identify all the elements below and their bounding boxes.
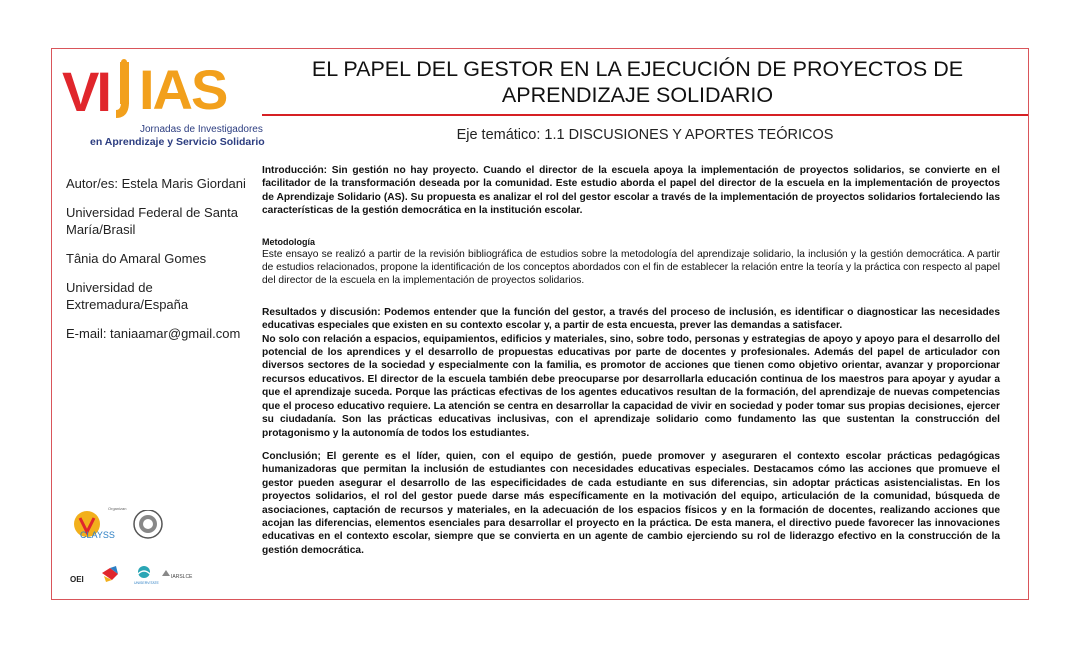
oei-logo: OEI (70, 575, 84, 584)
resultados-paragraph-1: Resultados y discusión: Podemos entender que la función del gestor, a través del proceso de inclusión, es identificar o diagnosticar las necesidades educativas especiales que existen en su contexto escolar y, a partir de esta encuesta, prever las demandas a satisfacer. (262, 306, 1000, 332)
uniservitate-logo (134, 566, 160, 585)
organizan-label: Organizan (108, 506, 127, 511)
intro-paragraph: Introducción: Sin gestión no hay proyecto. Cuando el director de la escuela apoya la implementación de proyectos solidarios, se convierte en el facilitador de la transformación deseada por la comunidad. Este estudio aborda el papel del director de la escuela en la implementación de proyectos de Aprendizaje Solidario (AS). Su propuesta es analizar el rol del gestor escolar a través de la implementación de proyectos solidarios fortaleciendo las características de la gestión democrática en la institución escolar. (262, 165, 1000, 217)
conclusion-paragraph: Conclusión; El gerente es el líder, quien, con el equipo de gestión, puede promover y aseguraren el contexto escolar prácticas pedagógicas humanizadoras que permitan la inclusión de estudiantes con necesidades educativas especiales. Destacamos cómo las acciones que promueve el gestor pueden asegurar el desarrollo de las especificidades de cada estudiante en sus diferencias, sin adoptar prácticas asistencialistas. En los proyectos solidarios, el rol del gestor puede darse más específicamente en la motivación del equipo, articulación de la comunidad, búsqueda de asociaciones, captación de recursos y materiales, en la adecuación de los espacios físicos y en la formación de docentes, realizando acciones que acojan las diferencias, elementos esenciales para desarrollar el proyecto en la práctica. De esta manera, el directivo puede favorecer las innovaciones educativas en el contexto escolar, siempre que se convierta en un agente de cambio ejerciendo su rol de liderazgo efectivo en la construcción de la gestión democrática. (262, 450, 1000, 556)
coauthor-name: Tânia do Amaral Gomes (66, 251, 207, 266)
clayss-logo (74, 511, 115, 540)
metodologia-paragraph: Este ensayo se realizó a partir de la revisión bibliográfica de estudios sobre la metodología del aprendizaje solidario, la inclusión y la gestión democrática. A partir de estudios relacionados, propone la identificación de los conceptos abordados con el fin de establecer la relación entre la teoría y la práctica con respecto al papel del director de la escuela en la implementación de proyectos solidarios. (262, 248, 1000, 287)
logo-subtitle-1: Jornadas de Investigadores (140, 124, 263, 135)
iarslce-text: IARSLCE (171, 574, 193, 580)
university-seal-icon (134, 510, 162, 538)
logo-vi-text: VI (62, 60, 109, 123)
poster-title: EL PAPEL DEL GESTOR EN LA EJECUCIÓN DE PROYECTOS DE APRENDIZAJE SOLIDARIO (311, 57, 964, 107)
thematic-axis: Eje temático: 1.1 DISCUSIONES Y APORTES TEÓRICOS (456, 127, 834, 143)
author-email: E-mail: taniaamar@gmail.com (66, 326, 241, 341)
title-divider (262, 114, 1028, 116)
logo-ias-text: IAS (139, 58, 227, 121)
logo-j-mark (116, 58, 132, 122)
iarslce-logo (162, 570, 193, 580)
metodologia-heading: Metodología (262, 236, 315, 247)
vijias-logo (62, 58, 265, 152)
uniservitate-text: UNISERVITATE (134, 581, 159, 585)
clayss-text: CLAYSS (80, 530, 115, 540)
author-university: Universidad Federal de Santa María/Brasil (66, 205, 238, 237)
author-name: Autor/es: Estela Maris Giordani (66, 176, 246, 191)
network-logo-icon (102, 566, 118, 582)
resultados-paragraph-2: No solo con relación a espacios, equipamientos, edificios y materiales, sino, sobre todo, personas y estrategias de apoyo y apoyo para el desarrollo del potencial de los aprendices y el desarrollo de propuestas educativas por parte de docentes y profesionales. Además del papel de articulador con diversos sectores de la sociedad y especialmente con la familia, es promotor de acciones que tienen como objetivo orientar, avanzar y proporcionar recursos educativos. El director de la escuela también debe preocuparse por desarrollarla educación continua de los maestros para apoyar y ayudar a que el aprendizaje suceda. Porque las prácticas efectivas de los agentes educativos resultan de la formación, del aprendizaje de nuevas competencias que el proceso educativo requiere. La atención se centra en desarrollar la capacidad de vivir en sociedad y poder tomar sus propias decisiones, ejercer su ciudadanía. Son las prácticas educativas inclusivas, con el aprendizaje solidario como fundamento las que sustentan la construcción del protagonismo y la autonomía de todos los estudiantes. (262, 333, 1000, 439)
coauthor-university: Universidad de Extremadura/España (66, 280, 189, 312)
author-sidebar (66, 175, 251, 354)
poster-body (262, 164, 1000, 567)
logo-subtitle-2: en Aprendizaje y Servicio Solidario (90, 136, 265, 148)
sponsor-logos (70, 510, 250, 600)
